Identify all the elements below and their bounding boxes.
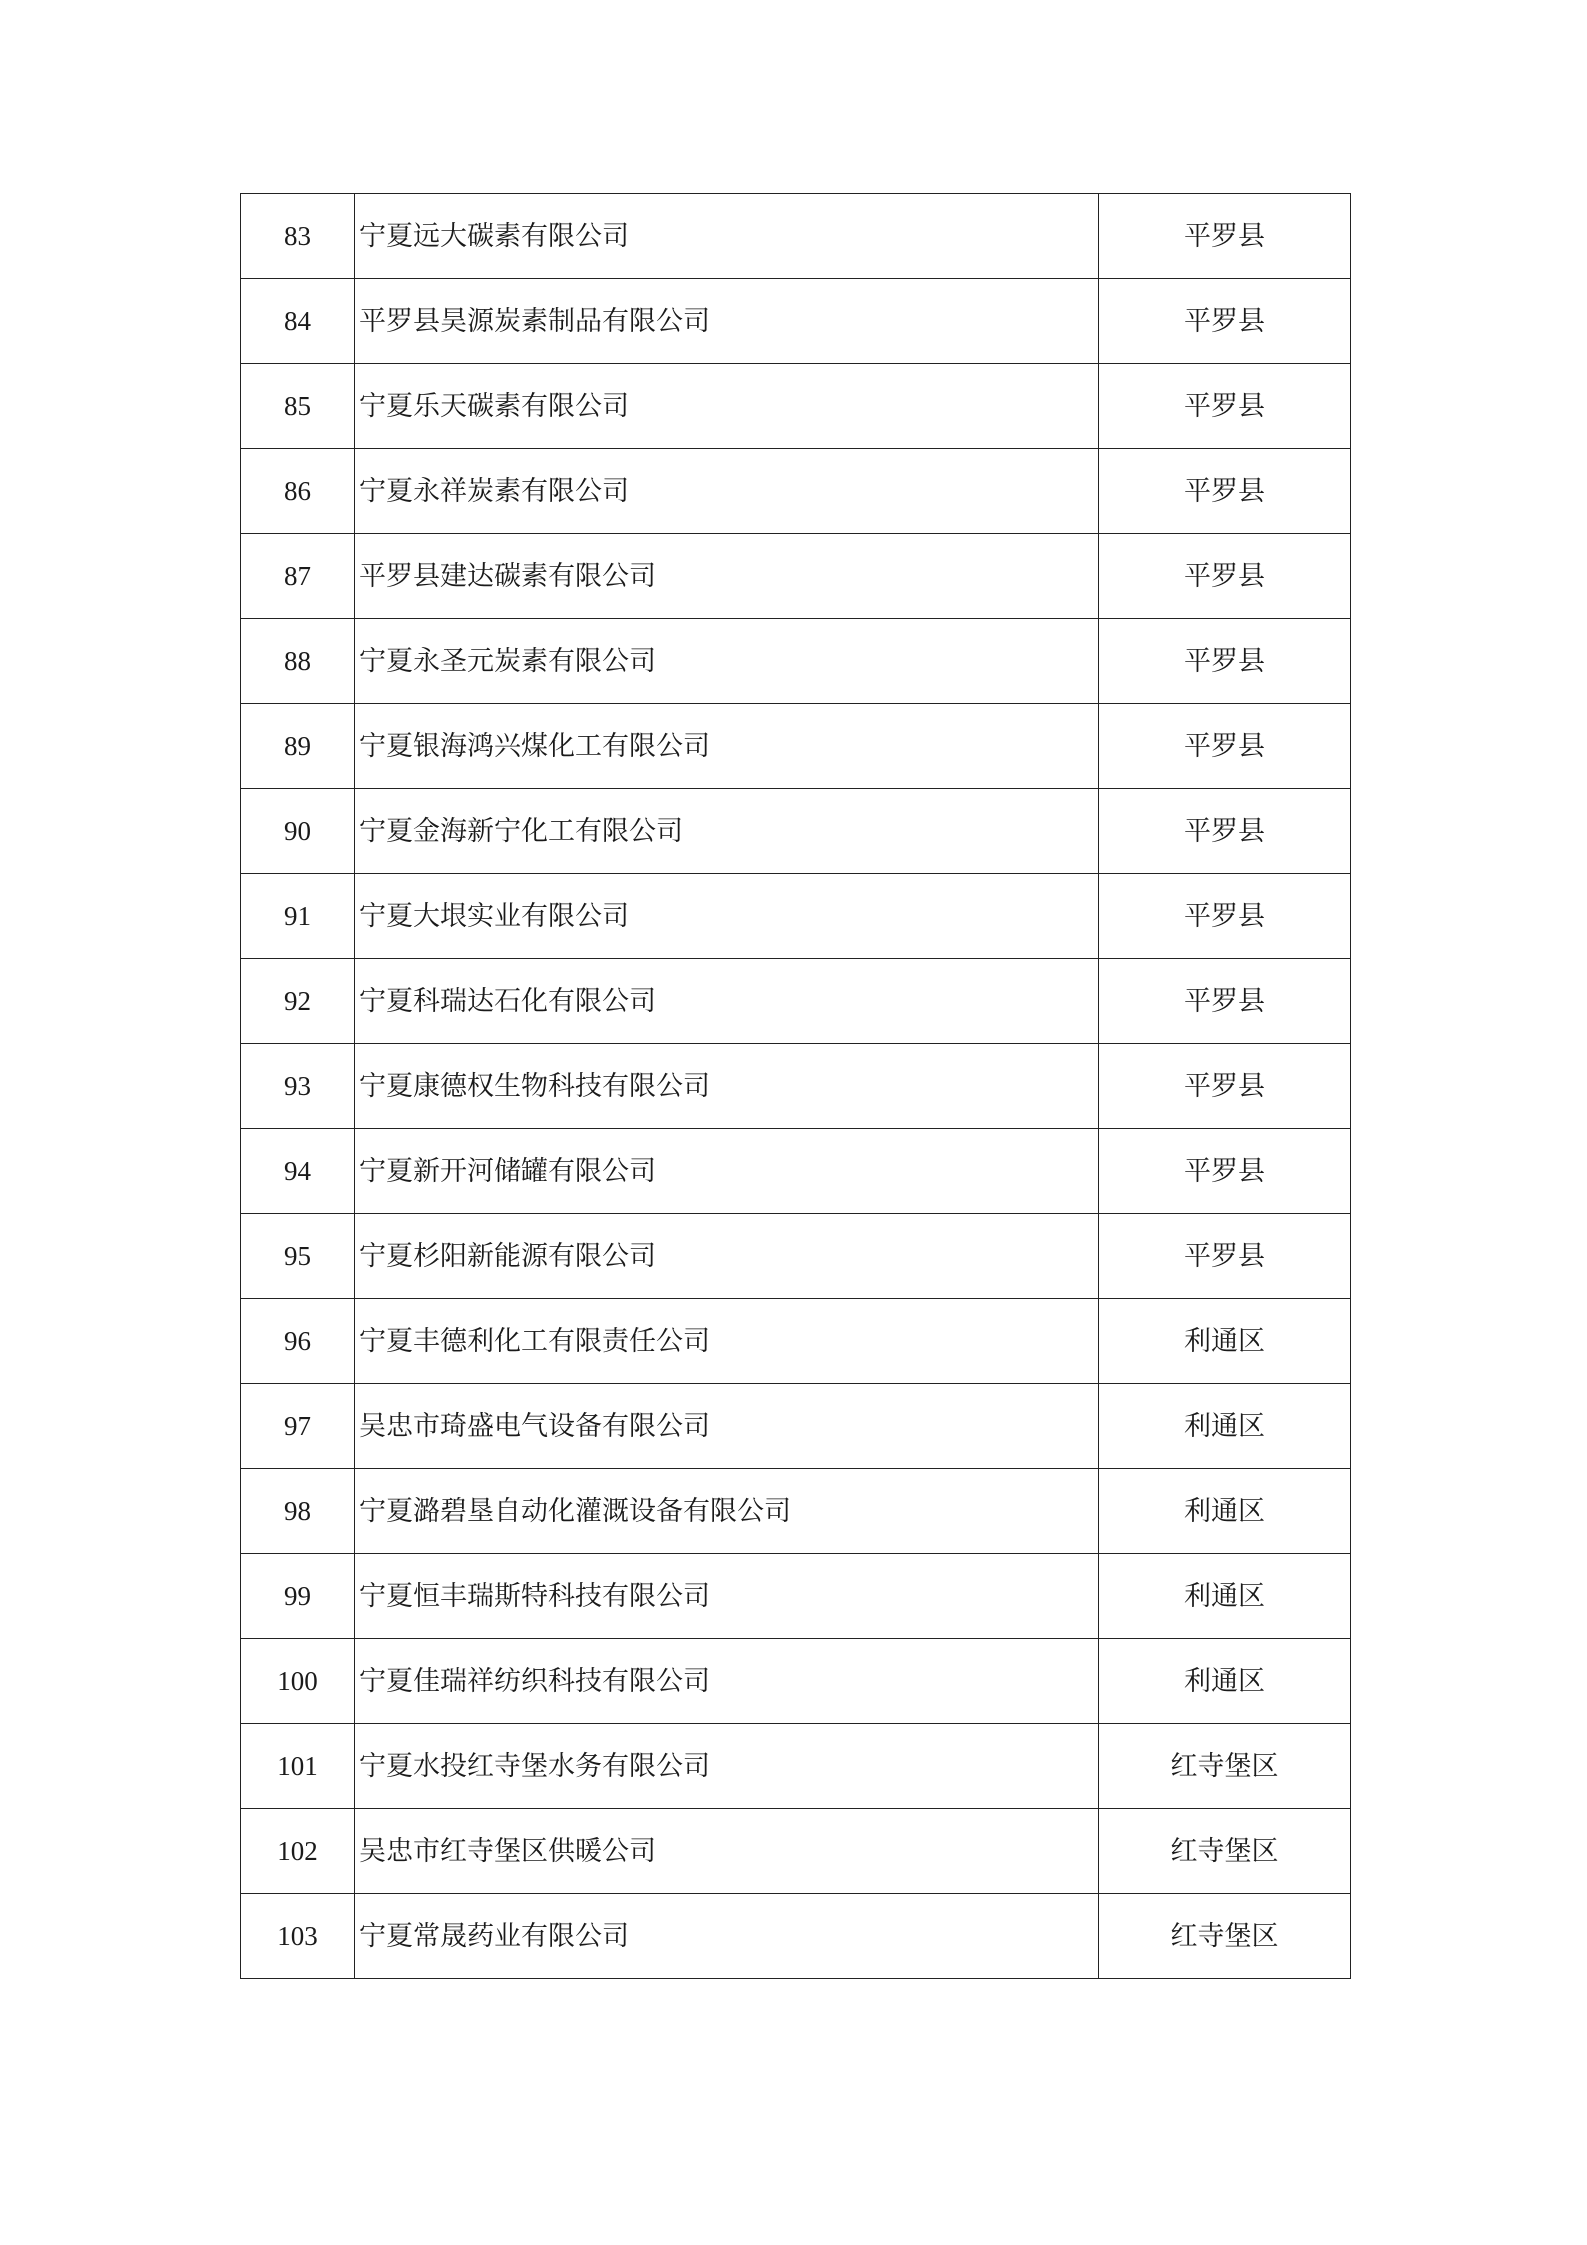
region-name: 平罗县 xyxy=(1099,1044,1351,1129)
region-name: 利通区 xyxy=(1099,1469,1351,1554)
row-number: 94 xyxy=(241,1129,355,1214)
table-row xyxy=(241,1894,1351,1979)
company-name: 宁夏康德权生物科技有限公司 xyxy=(355,1044,1099,1129)
region-name: 平罗县 xyxy=(1099,279,1351,364)
table-row xyxy=(241,1809,1351,1894)
region-name: 平罗县 xyxy=(1099,194,1351,279)
row-number: 85 xyxy=(241,364,355,449)
table-row xyxy=(241,1299,1351,1384)
region-name: 平罗县 xyxy=(1099,959,1351,1044)
region-name: 利通区 xyxy=(1099,1639,1351,1724)
row-number: 99 xyxy=(241,1554,355,1639)
region-name: 平罗县 xyxy=(1099,449,1351,534)
row-number: 84 xyxy=(241,279,355,364)
table-row xyxy=(241,1044,1351,1129)
row-number: 93 xyxy=(241,1044,355,1129)
row-number: 88 xyxy=(241,619,355,704)
table-row xyxy=(241,279,1351,364)
table-row xyxy=(241,1724,1351,1809)
company-name: 宁夏杉阳新能源有限公司 xyxy=(355,1214,1099,1299)
table-row xyxy=(241,959,1351,1044)
region-name: 平罗县 xyxy=(1099,704,1351,789)
row-number: 92 xyxy=(241,959,355,1044)
company-name: 宁夏乐天碳素有限公司 xyxy=(355,364,1099,449)
company-name: 宁夏大垠实业有限公司 xyxy=(355,874,1099,959)
table-row xyxy=(241,704,1351,789)
company-name: 宁夏科瑞达石化有限公司 xyxy=(355,959,1099,1044)
company-name: 平罗县建达碳素有限公司 xyxy=(355,534,1099,619)
region-name: 红寺堡区 xyxy=(1099,1809,1351,1894)
row-number: 89 xyxy=(241,704,355,789)
region-name: 利通区 xyxy=(1099,1384,1351,1469)
row-number: 83 xyxy=(241,194,355,279)
region-name: 平罗县 xyxy=(1099,1129,1351,1214)
table-row xyxy=(241,364,1351,449)
company-name: 吴忠市红寺堡区供暖公司 xyxy=(355,1809,1099,1894)
region-name: 利通区 xyxy=(1099,1554,1351,1639)
region-name: 平罗县 xyxy=(1099,619,1351,704)
company-name: 吴忠市琦盛电气设备有限公司 xyxy=(355,1384,1099,1469)
company-name: 宁夏水投红寺堡水务有限公司 xyxy=(355,1724,1099,1809)
region-name: 利通区 xyxy=(1099,1299,1351,1384)
company-name: 宁夏潞碧垦自动化灌溉设备有限公司 xyxy=(355,1469,1099,1554)
enterprise-list-table xyxy=(240,193,1351,1979)
company-name: 宁夏金海新宁化工有限公司 xyxy=(355,789,1099,874)
region-name: 红寺堡区 xyxy=(1099,1724,1351,1809)
company-name: 宁夏永圣元炭素有限公司 xyxy=(355,619,1099,704)
table-row xyxy=(241,1384,1351,1469)
company-name: 平罗县昊源炭素制品有限公司 xyxy=(355,279,1099,364)
row-number: 103 xyxy=(241,1894,355,1979)
row-number: 98 xyxy=(241,1469,355,1554)
company-name: 宁夏永祥炭素有限公司 xyxy=(355,449,1099,534)
table-row xyxy=(241,874,1351,959)
company-name: 宁夏远大碳素有限公司 xyxy=(355,194,1099,279)
row-number: 91 xyxy=(241,874,355,959)
row-number: 97 xyxy=(241,1384,355,1469)
row-number: 86 xyxy=(241,449,355,534)
row-number: 100 xyxy=(241,1639,355,1724)
region-name: 平罗县 xyxy=(1099,534,1351,619)
company-name: 宁夏恒丰瑞斯特科技有限公司 xyxy=(355,1554,1099,1639)
company-name: 宁夏丰德利化工有限责任公司 xyxy=(355,1299,1099,1384)
table-row xyxy=(241,1129,1351,1214)
table-row xyxy=(241,194,1351,279)
table-row xyxy=(241,619,1351,704)
row-number: 96 xyxy=(241,1299,355,1384)
company-name: 宁夏佳瑞祥纺织科技有限公司 xyxy=(355,1639,1099,1724)
company-name: 宁夏新开河储罐有限公司 xyxy=(355,1129,1099,1214)
row-number: 95 xyxy=(241,1214,355,1299)
row-number: 87 xyxy=(241,534,355,619)
table-row xyxy=(241,1469,1351,1554)
region-name: 平罗县 xyxy=(1099,874,1351,959)
table-row xyxy=(241,1214,1351,1299)
row-number: 101 xyxy=(241,1724,355,1809)
table-body xyxy=(241,194,1351,1979)
table-row xyxy=(241,534,1351,619)
region-name: 平罗县 xyxy=(1099,1214,1351,1299)
region-name: 红寺堡区 xyxy=(1099,1894,1351,1979)
region-name: 平罗县 xyxy=(1099,364,1351,449)
table-row xyxy=(241,789,1351,874)
table-row xyxy=(241,449,1351,534)
row-number: 90 xyxy=(241,789,355,874)
region-name: 平罗县 xyxy=(1099,789,1351,874)
row-number: 102 xyxy=(241,1809,355,1894)
company-name: 宁夏常晟药业有限公司 xyxy=(355,1894,1099,1979)
table-row xyxy=(241,1639,1351,1724)
company-name: 宁夏银海鸿兴煤化工有限公司 xyxy=(355,704,1099,789)
table-row xyxy=(241,1554,1351,1639)
